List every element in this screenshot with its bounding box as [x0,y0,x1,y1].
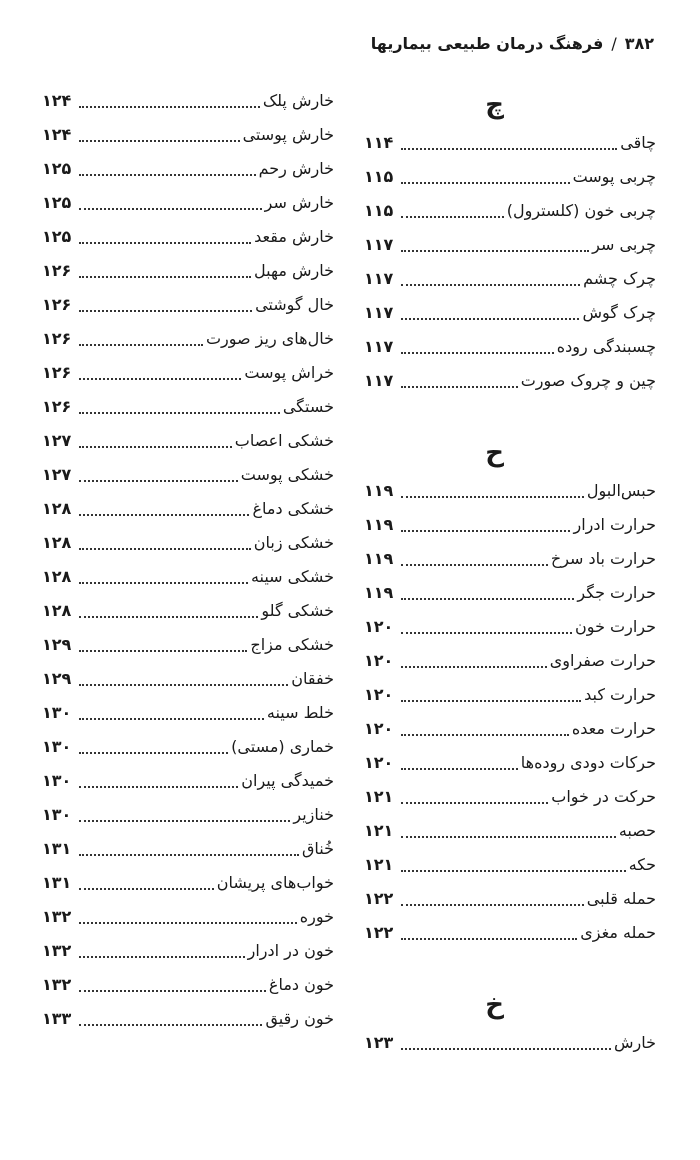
index-term: خشکی اعصاب [234,431,334,450]
index-entry [42,356,334,390]
index-page-number: ۱۱۹ [364,549,394,568]
index-page-number: ۱۲۰ [364,753,394,772]
index-page-number: ۱۲۱ [364,821,394,840]
index-term: خارش سر [264,193,334,212]
dot-leader [79,242,251,244]
index-page-number: ۱۳۲ [42,975,72,994]
section-letter: ح [485,438,504,468]
running-header [371,34,654,53]
dot-leader [401,386,518,388]
dot-leader [401,530,570,532]
index-term: حصبه [618,821,656,840]
index-page-number: ۱۲۸ [42,601,72,620]
index-term: خوره [299,907,334,926]
index-entry [364,576,656,610]
index-entry [42,1002,334,1036]
index-term: خواب‌های پریشان [216,873,334,892]
index-entry [42,254,334,288]
index-entry [42,628,334,662]
index-page-number: ۱۲۶ [42,397,72,416]
index-page-number: ۱۲۶ [42,363,72,382]
index-entry [364,1026,656,1060]
index-entry [42,968,334,1002]
index-entry [364,126,656,160]
index-entry [364,882,656,916]
index-entry [42,560,334,594]
section-letter: خ [485,990,504,1020]
index-term: حرکات دودی روده‌ها [520,753,656,772]
index-term: چربی سر [592,235,656,254]
dot-leader [79,208,262,210]
dot-leader [401,182,570,184]
index-entry [42,866,334,900]
index-entry [364,644,656,678]
index-term: چربی پوست [572,167,656,186]
dot-leader [79,514,249,516]
index-entry [42,492,334,526]
dot-leader [79,140,240,142]
index-page-number: ۱۲۴ [42,91,72,110]
index-column-left [42,84,334,1036]
index-term: چاقی [620,133,656,152]
index-column-right [364,84,656,1094]
index-entry [42,526,334,560]
dot-leader [401,318,579,320]
dot-leader [79,718,264,720]
dot-leader [401,632,572,634]
index-entry [42,220,334,254]
index-term: خمیدگی پیران [241,771,334,790]
index-page-number: ۱۱۷ [364,269,394,288]
index-page-number: ۱۲۲ [364,889,394,908]
index-entry [364,916,656,950]
index-section [364,84,656,398]
index-entry [364,474,656,508]
index-page-number: ۱۲۶ [42,329,72,348]
index-page-number: ۱۱۵ [364,201,394,220]
dot-leader [79,582,248,584]
dot-leader [401,250,589,252]
index-term: خارش رحم [258,159,334,178]
dot-leader [401,802,548,804]
dot-leader [79,786,238,788]
index-entry [42,662,334,696]
dot-leader [79,956,245,958]
index-page-number: ۱۱۹ [364,481,394,500]
index-page-number: ۱۱۷ [364,235,394,254]
index-term: حرارت باد سرخ [550,549,656,568]
dot-leader [79,922,297,924]
dot-leader [401,216,504,218]
index-term: حرارت جگر [577,583,656,602]
index-term: خال گوشتی [255,295,334,314]
index-page-number: ۱۳۱ [42,839,72,858]
dot-leader [79,820,290,822]
index-entry [364,262,656,296]
index-entry [42,322,334,356]
index-page-number: ۱۱۹ [364,515,394,534]
index-entry [364,542,656,576]
index-page-number: ۱۱۴ [364,133,394,152]
dot-leader [79,650,247,652]
index-page-number: ۱۲۰ [364,719,394,738]
dot-leader [401,938,577,940]
index-term: خماری (مستی) [231,737,334,756]
index-entry [364,330,656,364]
index-entry [42,696,334,730]
index-entry [364,508,656,542]
dot-leader [401,666,547,668]
index-page-number: ۱۳۱ [42,873,72,892]
index-page-number: ۱۲۸ [42,567,72,586]
index-term: خستگی [282,397,334,416]
index-term: خشکی مزاج [250,635,334,654]
dot-leader [79,276,251,278]
dot-leader [401,904,584,906]
index-entry [364,814,656,848]
dot-leader [401,352,554,354]
index-page-number: ۱۲۶ [42,261,72,280]
index-page-number: ۱۲۷ [42,431,72,450]
index-entry [364,678,656,712]
index-entry [364,746,656,780]
index-term: حرارت کبد [584,685,656,704]
index-term: خشکی زبان [253,533,334,552]
dot-leader [401,564,548,566]
dot-leader [79,412,280,414]
index-term: خارش [613,1033,656,1052]
dot-leader [79,106,260,108]
index-term: حرکت در خواب [551,787,656,806]
index-section [364,984,656,1060]
index-page-number: ۱۲۰ [364,685,394,704]
index-term: خال‌های ریز صورت [205,329,334,348]
index-page-number: ۱۲۵ [42,193,72,212]
index-entry [364,848,656,882]
index-section [364,432,656,950]
index-term: چسبندگی روده [556,337,656,356]
index-page-number: ۱۲۵ [42,227,72,246]
index-entry [42,832,334,866]
index-page-number: ۱۲۴ [42,125,72,144]
dot-leader [79,854,299,856]
index-entry [42,118,334,152]
index-entry [42,730,334,764]
index-term: خارش مهبل [254,261,334,280]
dot-leader [401,700,581,702]
index-page-number: ۱۱۷ [364,371,394,390]
index-page-number: ۱۲۸ [42,533,72,552]
index-entry [42,424,334,458]
index-entry [42,798,334,832]
index-entry [42,764,334,798]
index-entry [42,594,334,628]
index-term: حرارت ادرار [573,515,656,534]
index-page-number: ۱۲۰ [364,617,394,636]
index-term: خارش مقعد [254,227,334,246]
index-term: خشکی دماغ [252,499,334,518]
dot-leader [79,888,214,890]
index-page-number: ۱۳۰ [42,805,72,824]
index-page-number: ۱۲۳ [364,1033,394,1052]
index-term: حرارت صفراوی [549,651,656,670]
dot-leader [79,344,203,346]
index-term: چرک گوش [582,303,656,322]
dot-leader [401,836,616,838]
dot-leader [79,446,232,448]
dot-leader [79,378,241,380]
dot-leader [79,990,266,992]
index-entry [42,390,334,424]
index-page-number: ۱۲۹ [42,635,72,654]
index-term: خون دماغ [268,975,334,994]
dot-leader [401,1048,611,1050]
index-page-number: ۱۲۶ [42,295,72,314]
index-term: خارش پوستی [242,125,334,144]
index-page-number: ۱۲۵ [42,159,72,178]
dot-leader [401,496,584,498]
dot-leader [79,616,258,618]
dot-leader [401,148,617,150]
index-term: خشکی پوست [240,465,334,484]
index-term: خارش پلک [262,91,334,110]
dot-leader [401,870,626,872]
index-entry [42,288,334,322]
index-entry [364,194,656,228]
dot-leader [79,480,238,482]
index-term: خون رقیق [265,1009,334,1028]
index-term: حرارت خون [575,617,656,636]
dot-leader [79,174,256,176]
index-entry [364,610,656,644]
dot-leader [79,752,228,754]
index-page-number: ۱۳۰ [42,737,72,756]
index-term: خفقان [291,669,334,688]
index-entry [364,160,656,194]
index-entry [364,780,656,814]
index-entry [42,152,334,186]
index-term: حمله مغزی [580,923,656,942]
index-page-number: ۱۲۱ [364,855,394,874]
index-term: حکه [628,855,656,874]
index-page-number: ۱۳۳ [42,1009,72,1028]
index-entry [364,228,656,262]
index-term: چربی خون (کلسترول) [506,201,656,220]
index-term: خون در ادرار [247,941,334,960]
index-entry [42,84,334,118]
index-term: خُناق [301,839,334,858]
dot-leader [401,734,569,736]
dot-leader [79,548,251,550]
header-separator: / [611,34,617,53]
index-term: حمله قلبی [586,889,656,908]
dot-leader [401,284,580,286]
index-page-number: ۱۲۱ [364,787,394,806]
index-term: خشکی گلو [261,601,334,620]
index-page-number: ۱۲۹ [42,669,72,688]
index-page-number: ۱۳۰ [42,703,72,722]
index-page-number: ۱۱۹ [364,583,394,602]
index-entry [42,458,334,492]
index-entry [364,712,656,746]
index-page-number: ۱۲۷ [42,465,72,484]
index-page-number: ۱۲۲ [364,923,394,942]
index-entry [364,296,656,330]
index-page-number: ۱۳۲ [42,941,72,960]
index-term: خنازیر [293,805,334,824]
book-title: فرهنگ درمان طبیعی بیماریها [370,34,604,53]
index-page-number: ۱۳۲ [42,907,72,926]
index-page-number: ۱۱۷ [364,337,394,356]
page-number: ۳۸۲ [624,34,654,53]
index-term: خلط سینه [266,703,334,722]
dot-leader [401,598,574,600]
index-entry [364,364,656,398]
index-term: چرک چشم [583,269,656,288]
index-page-number: ۱۲۰ [364,651,394,670]
index-page-number: ۱۱۷ [364,303,394,322]
index-term: خراش پوست [244,363,334,382]
index-term: چین و چروک صورت [520,371,656,390]
index-entry [42,934,334,968]
dot-leader [79,684,288,686]
index-page-number: ۱۲۸ [42,499,72,518]
index-entry [42,900,334,934]
index-term: حبس‌البول [586,481,656,500]
index-term: خشکی سینه [250,567,334,586]
dot-leader [79,1024,262,1026]
index-page-number: ۱۳۰ [42,771,72,790]
dot-leader [79,310,252,312]
index-entry [42,186,334,220]
index-term: حرارت معده [571,719,656,738]
index-page-number: ۱۱۵ [364,167,394,186]
dot-leader [401,768,518,770]
section-letter: چ [485,90,504,120]
